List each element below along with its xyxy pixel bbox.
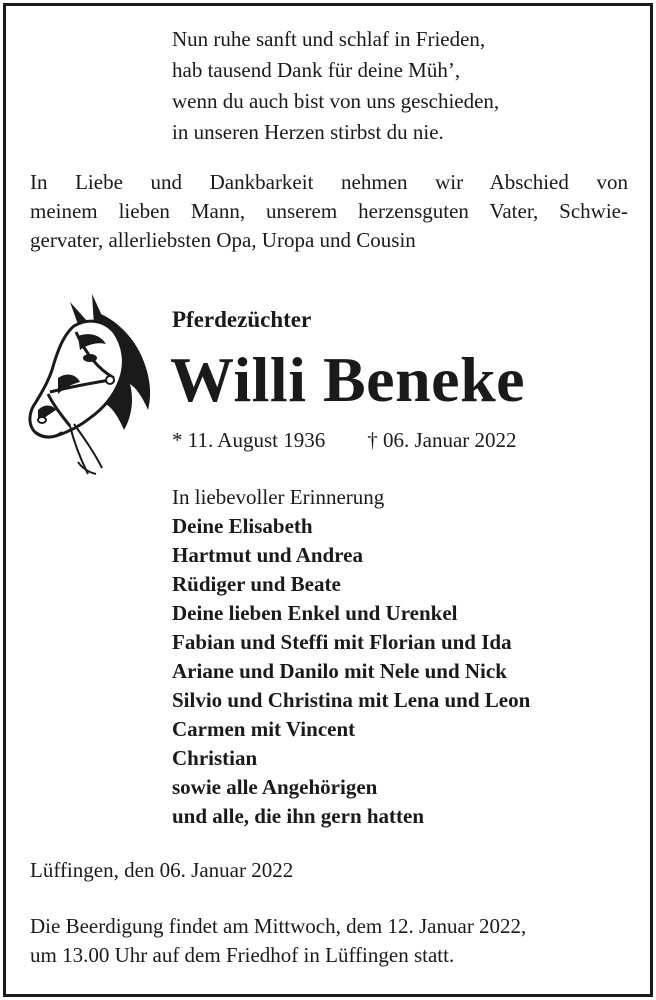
mourner-name: Hartmut und Andrea [172,543,363,567]
mourners-list [172,483,530,831]
deceased-name: Willi Beneke [170,344,526,415]
mourner-name: Rüdiger und Beate [172,572,341,596]
funeral-line: Die Beerdigung findet am Mittwoch, dem 12. Januar 2022, [30,914,527,938]
birth-date: * 11. August 1936 [172,428,326,452]
mourner-name: sowie alle Angehörigen [172,775,378,799]
mourner-name: Deine lieben Enkel und Urenkel [172,601,458,625]
intro-line: In Liebe und Dankbarkeit nehmen wir Abschied von [30,170,628,194]
poem-line: in unseren Herzen stirbst du nie. [172,120,444,144]
mourner-name: Ariane und Danilo mit Nele und Nick [172,659,507,683]
mourner-name: Deine Elisabeth [172,514,313,538]
poem-line: Nun ruhe sanft und schlaf in Frieden, [172,27,486,51]
life-dates [172,425,517,455]
poem-line: hab tausend Dank für deine Müh’, [172,58,461,82]
mourner-name: Christian [172,746,258,770]
mourner-name: und alle, die ihn gern hatten [172,804,425,828]
mourner-name: Carmen mit Vincent [172,717,356,741]
mourner-name: Silvio und Christina mit Lena und Leon [172,688,531,712]
funeral-notice [30,912,628,970]
farewell-paragraph [30,168,628,255]
memorial-poem [172,24,499,148]
occupation-label: Pferdezüchter [172,307,312,332]
poem-line: wenn du auch bist von uns geschieden, [172,89,500,113]
funeral-line: um 13.00 Uhr auf dem Friedhof in Lüffingen statt. [30,943,455,967]
horse-head-icon [18,292,160,482]
death-date: † 06. Januar 2022 [367,428,517,452]
intro-line: meinem lieben Mann, unserem herzensguten Vater, Schwie- [30,199,628,223]
mourners-heading: In liebevoller Erinnerung [172,485,385,509]
place-and-date: Lüffingen, den 06. Januar 2022 [30,858,294,882]
intro-line: gervater, allerliebsten Opa, Uropa und Cousin [30,228,416,252]
mourner-name: Fabian und Steffi mit Florian und Ida [172,630,512,654]
